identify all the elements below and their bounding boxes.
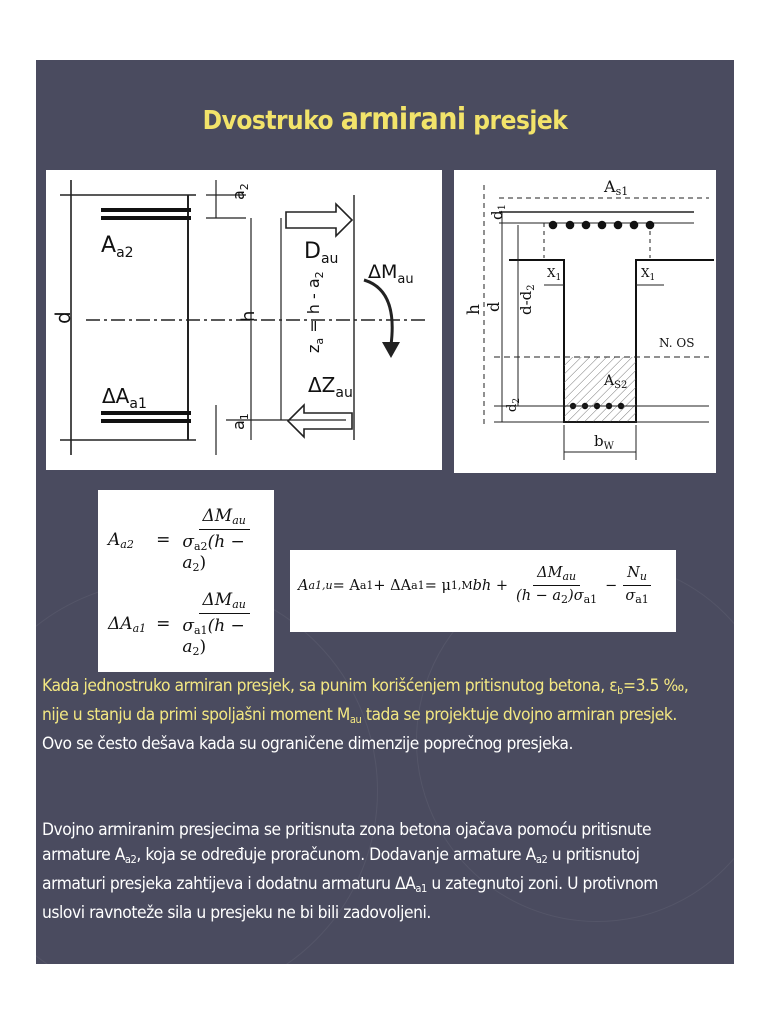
slide <box>36 60 734 964</box>
label-neutral-axis: N. OS <box>659 336 695 350</box>
label-d: d <box>51 311 75 324</box>
t-section-diagram <box>454 170 716 473</box>
label-a1: $a_1$ <box>229 413 251 430</box>
label-d1: $d_1$ <box>488 204 508 220</box>
label-dMau: $\Delta M_{au}$ <box>368 261 414 287</box>
slide-title: Dvostruko armirani presjek <box>202 102 568 137</box>
label-d2: $d_2$ <box>505 397 522 412</box>
section-forces-diagram <box>46 170 442 470</box>
label-dAa1: $\Delta A_{a1}$ <box>102 384 147 412</box>
label-As1: As1 <box>604 177 629 198</box>
label-Dau: $D_{au}$ <box>304 239 339 267</box>
equation-dAa1: $\Delta A_{a1}$ = $\frac{\Delta M_{au}}{\sigma_{a1}(h - a_2)}$ <box>108 590 274 658</box>
label-za: $z_a = h - a_2$ <box>304 271 326 353</box>
figure-section-forces <box>46 170 442 470</box>
equations-area-steel <box>98 490 274 672</box>
equation-Aa1u: A a1,u = A a1 + ΔA a1 = μ 1,M bh + $\frac{\Delta M_{au}}{(h - a_2)\sigma_{a1}}$ − $\frac{N_u}{\sigma_{a1}}$ <box>290 550 676 632</box>
equation-Aa2: $A_{a2}$ = $\frac{\Delta M_{au}}{\sigma_{a2}(h - a_2)}$ <box>108 506 274 574</box>
label-h: h <box>464 304 484 315</box>
label-x1-left: $X_1$ <box>547 266 562 283</box>
paragraph-intro: Kada jednostruko armiran presjek, sa punim korišćenjem pritisnutog betona, $\varepsilon_b=3.5$ ‰, nije u stanju da primi spoljašni moment $M_{au}$ tada se projektuje dvojno armiran presjek. Ovo se često dešava kada su ograničene dimenzije poprečnog presjeka. <box>42 676 689 754</box>
label-h: h <box>238 310 259 322</box>
label-bw: $b_W$ <box>594 432 614 452</box>
label-As2: $A_{S2}$ <box>604 373 628 391</box>
label-a2: $a_2$ <box>229 183 251 200</box>
paragraph-explanation: Dvojno armiranim presjecima se pritisnuta zona betona ojačava pomoću pritisnute armature $A_{a2}$, koja se određuje proračunom. Dodavanje armature $A_{a2}$ u pritisnutoj armaturi presjeka zahtijeva i dodatnu armaturu $\Delta A_{a1}$ u zategnutoj zoni. U protivnom uslovi ravnoteže sila u presjeku ne bi bili zadovoljeni. <box>42 820 658 923</box>
figure-t-section <box>454 170 716 473</box>
label-x1-right: $X_1$ <box>641 266 656 283</box>
label-d: d <box>484 301 503 312</box>
label-d-d2: $d-d_2$ <box>517 284 537 315</box>
label-Aa2: $A_{a2}$ <box>101 233 134 261</box>
label-dZau: $\Delta Z_{au}$ <box>308 373 353 401</box>
